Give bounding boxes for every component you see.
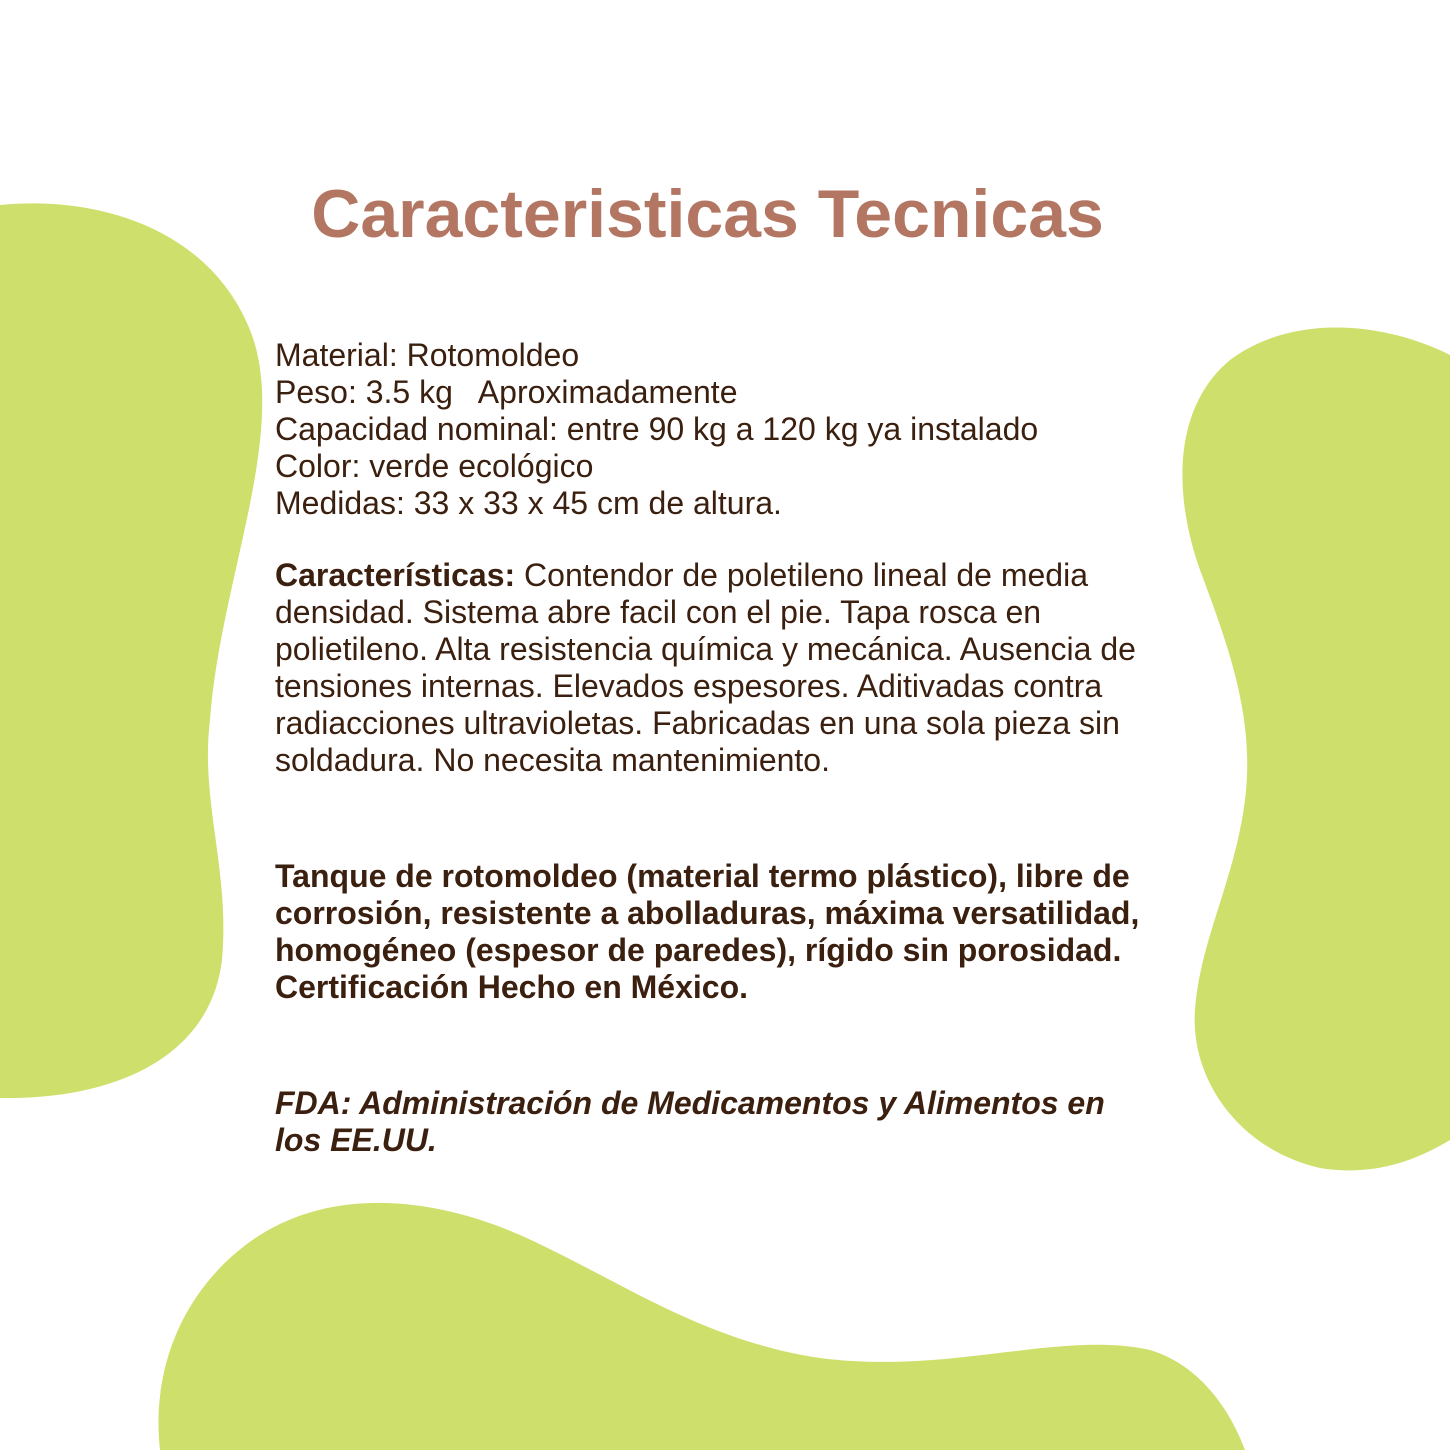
caracteristicas-text: Contendor de poletileno lineal de media densidad. Sistema abre facil con el pie. Tapa rosca en polietileno. Alta resistencia química y mecánica. Ausencia de tensiones internas. Elevados espesores. Aditivadas contra radiacciones ultravioletas. Fabricadas en una sola pieza sin soldadura. No necesita mantenimiento.: [275, 557, 1136, 778]
spec-medidas: Medidas: 33 x 33 x 45 cm de altura.: [275, 485, 782, 521]
page-title: Caracteristicas Tecnicas: [311, 176, 1104, 252]
spec-peso: Peso: 3.5 kg Aproximadamente: [275, 374, 738, 410]
spec-color: Color: verde ecológico: [275, 448, 594, 484]
caracteristicas-paragraph: [275, 557, 1155, 779]
caracteristicas-label: Características:: [275, 557, 516, 593]
specs-list: [275, 337, 1155, 522]
spec-capacidad: Capacidad nominal: entre 90 kg a 120 kg ya instalado: [275, 411, 1039, 447]
tanque-paragraph: Tanque de rotomoldeo (material termo plástico), libre de corrosión, resistente a abolladuras, máxima versatilidad, homogéneo (espesor de paredes), rígido sin porosidad. Certificación Hecho en México.: [275, 858, 1140, 1005]
fda-paragraph: FDA: Administración de Medicamentos y Alimentos en los EE.UU.: [275, 1085, 1105, 1158]
spec-material: Material: Rotomoldeo: [275, 337, 580, 373]
